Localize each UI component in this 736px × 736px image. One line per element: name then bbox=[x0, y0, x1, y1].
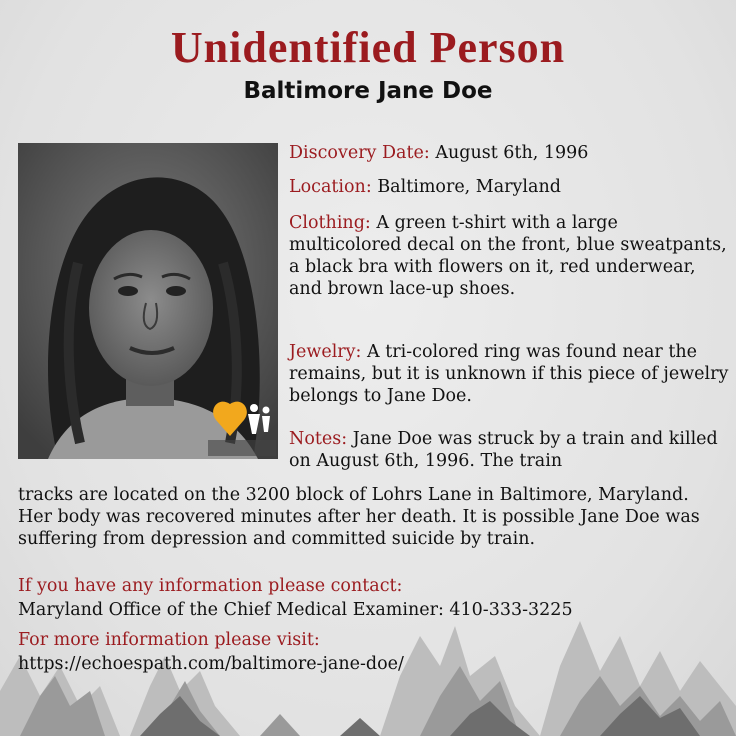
discovery-date-label: Discovery Date: bbox=[289, 143, 430, 163]
visit-link[interactable]: https://echoespath.com/baltimore-jane-doe/ bbox=[18, 654, 404, 674]
discovery-date-field bbox=[289, 142, 729, 164]
location-field bbox=[289, 176, 729, 198]
visit-label: For more information please visit: bbox=[18, 630, 320, 650]
clothing-label: Clothing: bbox=[289, 213, 371, 233]
jewelry-value: A tri-colored ring was found near the remains, but it is unknown if this piece of jewelry belongs to Jane Doe. bbox=[289, 342, 729, 406]
discovery-date-value: August 6th, 1996 bbox=[435, 143, 589, 163]
jewelry-label: Jewelry: bbox=[289, 342, 362, 362]
clothing-value: A green t-shirt with a large multicolored decal on the front, blue sweatpants, a black bra with flowers on it, red underwear, and brown lace-up shoes. bbox=[289, 213, 727, 299]
notes-continuation: tracks are located on the 3200 block of Lohrs Lane in Baltimore, Maryland. Her body was recovered minutes after her death. It is possible Jane Doe was suffering from depression and committed suicide by train. bbox=[18, 485, 700, 549]
jewelry-field bbox=[289, 341, 729, 407]
clothing-field bbox=[289, 212, 729, 300]
portrait-photo bbox=[18, 143, 278, 459]
location-value: Baltimore, Maryland bbox=[377, 177, 561, 197]
contact-label: If you have any information please contact: bbox=[18, 576, 403, 596]
notes-field bbox=[289, 428, 729, 472]
notes-label: Notes: bbox=[289, 429, 348, 449]
person-name: Baltimore Jane Doe bbox=[243, 78, 493, 104]
ncmec-logo bbox=[208, 398, 276, 456]
contact-value: Maryland Office of the Chief Medical Examiner: 410-333-3225 bbox=[18, 600, 573, 620]
page-title: Unidentified Person bbox=[170, 23, 566, 72]
notes-value-start: Jane Doe was struck by a train and killed on August 6th, 1996. The train bbox=[289, 429, 718, 471]
location-label: Location: bbox=[289, 177, 372, 197]
